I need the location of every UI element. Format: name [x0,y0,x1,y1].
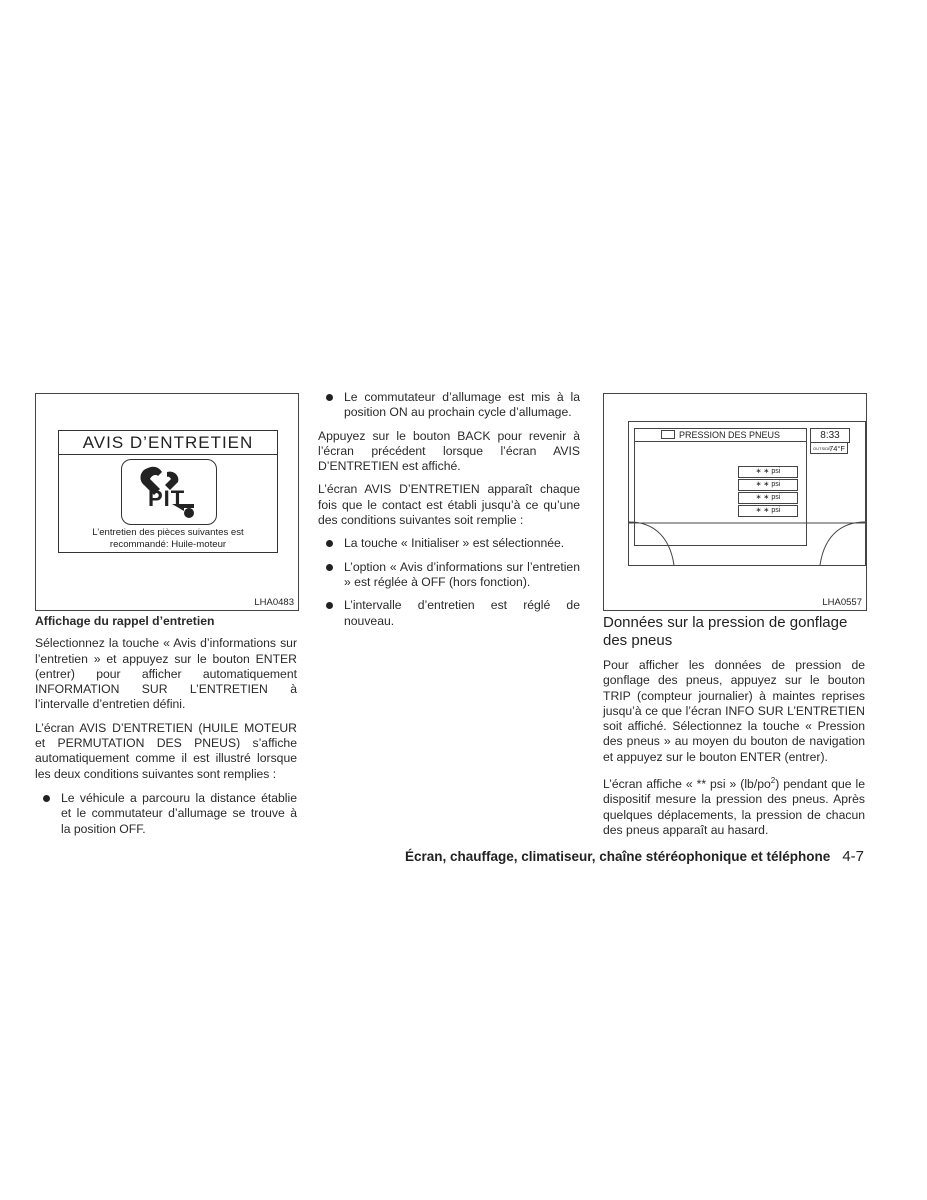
left-column [35,614,297,845]
display-screen [628,421,866,566]
figure-tire-pressure [603,393,867,611]
message-line-1: L’entretien des pièces suivantes est [92,527,244,538]
bullet-icon [43,795,50,802]
bullet-item [318,598,580,629]
tire-row: ∗ ∗ psi [738,479,798,491]
clock-display: 8:33 [810,428,850,443]
bullet-text: Le véhicule a parcouru la distance établie et le commutateur d’allumage se trouve à la position OFF. [61,790,297,836]
figure-maintenance-notice [35,393,299,611]
section-heading: Affichage du rappel d’entretien [35,614,215,628]
middle-column [318,390,580,637]
bullet-icon [326,540,333,547]
bullet-item [318,536,580,551]
paragraph: Sélectionnez la touche « Avis d’informations sur l’entretien » et appuyez sur le bouton ENTER (entrer) pour afficher automatiquement INFORMATION SUR L’ENTRETIEN à l’intervalle d’entretien défini. [35,636,297,712]
figure-code: LHA0557 [822,597,862,608]
paragraph [603,773,865,838]
paragraph: L’écran AVIS D’ENTRETIEN (HUILE MOTEUR et PERMUTATION DES PNEUS) s’affiche automatiquement comme il est illustré lorsque les deux conditions suivantes sont remplies : [35,720,297,781]
paragraph: Appuyez sur le bouton BACK pour revenir à l’écran précédent lorsque l’écran AVIS D’ENTRETIEN est affiché. [318,428,580,474]
tire-row: ∗ ∗ psi [738,492,798,504]
bullet-item [318,560,580,591]
maintenance-message [59,527,277,551]
bullet-item [318,390,580,421]
paragraph: Pour afficher les données de pression de gonflage des pneus, appuyez sur le bouton TRIP (compteur journalier) à maintes reprises jusqu’à ce que l’écran INFO SUR L’ENTRETIEN soit affiché. Sélectionnez la touche « Pression des pneus » au moyen du bouton de navigation et appuyez sur le bouton ENTER (entrer). [603,658,865,764]
figure-code: LHA0483 [254,597,294,608]
bullet-text: Le commutateur d’allumage est mis à la position ON au prochain cycle d’allumage. [344,390,580,420]
superscript: 2 [770,776,776,786]
bullet-icon [326,564,333,571]
panel-title-text: PRESSION DES PNEUS [678,430,781,440]
wrench-pit-icon [121,459,217,525]
paragraph: L’écran AVIS D’ENTRETIEN apparaît chaque fois que le contact est établi jusqu’à ce qu’une des conditions suivantes soit remplie : [318,482,580,528]
screen-title: AVIS D’ENTRETIEN [59,431,277,455]
maintenance-screen [58,430,278,553]
message-line-2: recommandé: Huile-moteur [109,539,227,550]
tire-row: ∗ ∗ psi [738,505,798,517]
bullet-icon [326,602,333,609]
section-heading: Données sur la pression de gonflage des pneus [603,614,848,649]
tire-row: ∗ ∗ psi [738,466,798,478]
pit-text: PIT [148,486,186,511]
footer-title: Écran, chauffage, climatiseur, chaîne stéréophonique et téléphone [404,849,831,864]
paragraph-part: L’écran affiche « ** psi » (lb/po [603,777,771,792]
right-column [603,658,865,846]
bullet-item [35,791,297,837]
temperature-label: OUTSIDE [813,446,831,451]
bullet-icon [326,394,333,401]
temperature-value: 74°F [829,444,845,453]
screen-bezel-curves [629,422,865,565]
page-number: 4-7 [842,848,864,865]
bullet-text: La touche « Initialiser » est sélectionnée. [344,536,565,551]
paragraph-part: ) pendant que le dispositif mesure la pression des pneus. Après quelques déplacements, la pression de chacun des pneus apparaît au hasard. [603,777,865,838]
bullet-text: L’intervalle d’entretien est réglé de nouveau. [344,598,580,628]
page-footer [380,848,864,865]
bullet-text: L’option « Avis d’informations sur l’entretien » est réglée à OFF (hors fonction). [344,559,580,589]
